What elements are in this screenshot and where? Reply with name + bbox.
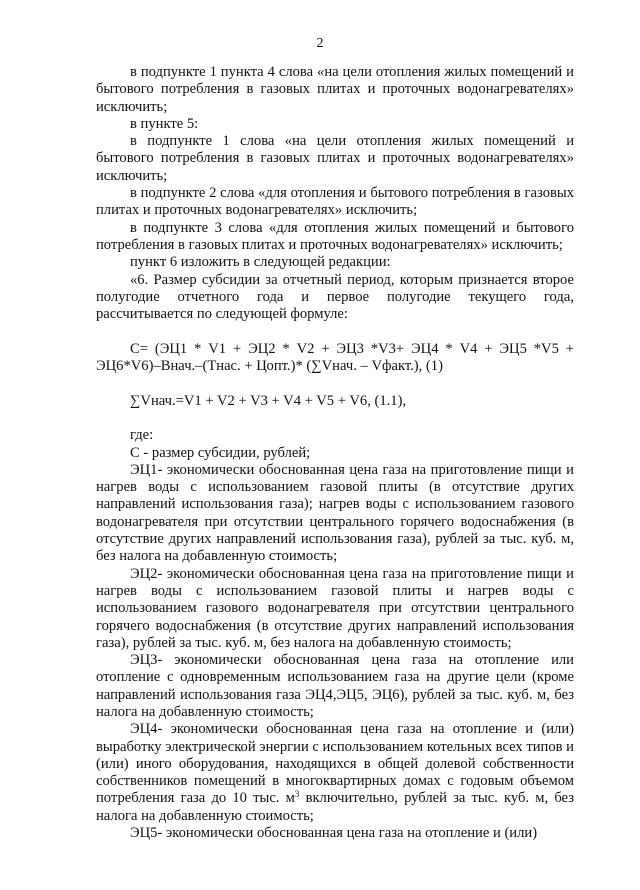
spacer [96,323,574,340]
where-label: где: [130,427,154,444]
paragraph-amend-item4: в подпункте 1 пункта 4 слова «на цели отопления жилых помещений и бытового потребления в газовых плитах и проточных водонагревателях» исключить; [96,64,574,115]
definition-c: С - размер субсидии, рублей; [130,444,311,461]
definition-ec4 [96,721,574,825]
formula-subsidy: С= (ЭЦ1 * V1 + ЭЦ2 * V2 + ЭЦ3 *V3+ ЭЦ4 * V4 + ЭЦ5 *V5 + ЭЦ6*V6)–Внач.–(Тнас. + Цопт.)* (∑Vнач. – Vфакт.), (1) [96,340,574,375]
paragraph-subsidy-intro: «6. Размер субсидии за отчетный период, которым признается второе полугодие отчетного года и первое полугодие текущего года, рассчитывается по следующей формуле: [96,271,574,323]
document-body [96,64,574,842]
paragraph-item5-sub3: в подпункте 3 слова «для отопления жилых помещений и бытового потребления в газовых плитах и проточных водонагревателях» исключить; [96,219,574,253]
paragraph-item5-sub2: в подпункте 2 слова «для отопления и бытового потребления в газовых плитах и проточных водонагревателях» исключить; [96,185,574,219]
spacer [96,410,574,427]
definition-ec4-tail: включительно, рублей за тыс. куб. м, без налога на добавленную стоимость; [96,790,574,824]
paragraph-item5-heading: в пункте 5: [130,115,199,132]
formula-volume-sum: ∑Vнач.=V1 + V2 + V3 + V4 + V5 + V6, (1.1), [130,392,407,409]
page-number: 2 [316,36,324,51]
definition-ec2: ЭЦ2- экономически обоснованная цена газа на приготовление пищи и нагрев воды с использованием газовой плиты и нагрев воды с использованием газового водонагревателя при отсутствии центрального горячего водоснабжения (в отсутствие других направлений использования газа), рублей за тыс. куб. м, без налога на добавленную стоимость; [96,565,574,651]
definition-ec4-text: ЭЦ4- экономически обоснованная цена газа на отопление и (или) выработку электрической энергии с использованием котельных всех типов и (или) иного оборудования, находящихся в общей долевой собственности собственников помещений в многоквартирных домах с годовым объемом потребления газа до 10 тыс. м [96,721,574,807]
paragraph-item6-heading: пункт 6 изложить в следующей редакции: [130,254,391,271]
definition-ec1: ЭЦ1- экономически обоснованная цена газа на приготовление пищи и нагрев воды с использованием газовой плиты (в отсутствие других направлений использования газа); нагрев воды с использованием газового водонагревателя при отсутствии центрального горячего водоснабжения (в отсутствие других направлений использования газа), рублей за тыс. куб. м, без налога на добавленную стоимость; [96,461,574,565]
definition-ec5: ЭЦ5- экономически обоснованная цена газа на отопление и (или) [130,825,538,842]
definition-ec3: ЭЦ3- экономически обоснованная цена газа на отопление или отопление с одновременным использованием газа на другие цели (кроме направлений использования газа ЭЦ4,ЭЦ5, ЭЦ6), рублей за тыс. куб. м, без налога на добавленную стоимость; [96,652,574,720]
cubic-superscript: 3 [294,789,300,800]
spacer [96,375,574,392]
paragraph-item5-sub1: в подпункте 1 слова «на цели отопления жилых помещений и бытового потребления в газовых плитах и проточных водонагревателях» исключить; [96,133,574,184]
